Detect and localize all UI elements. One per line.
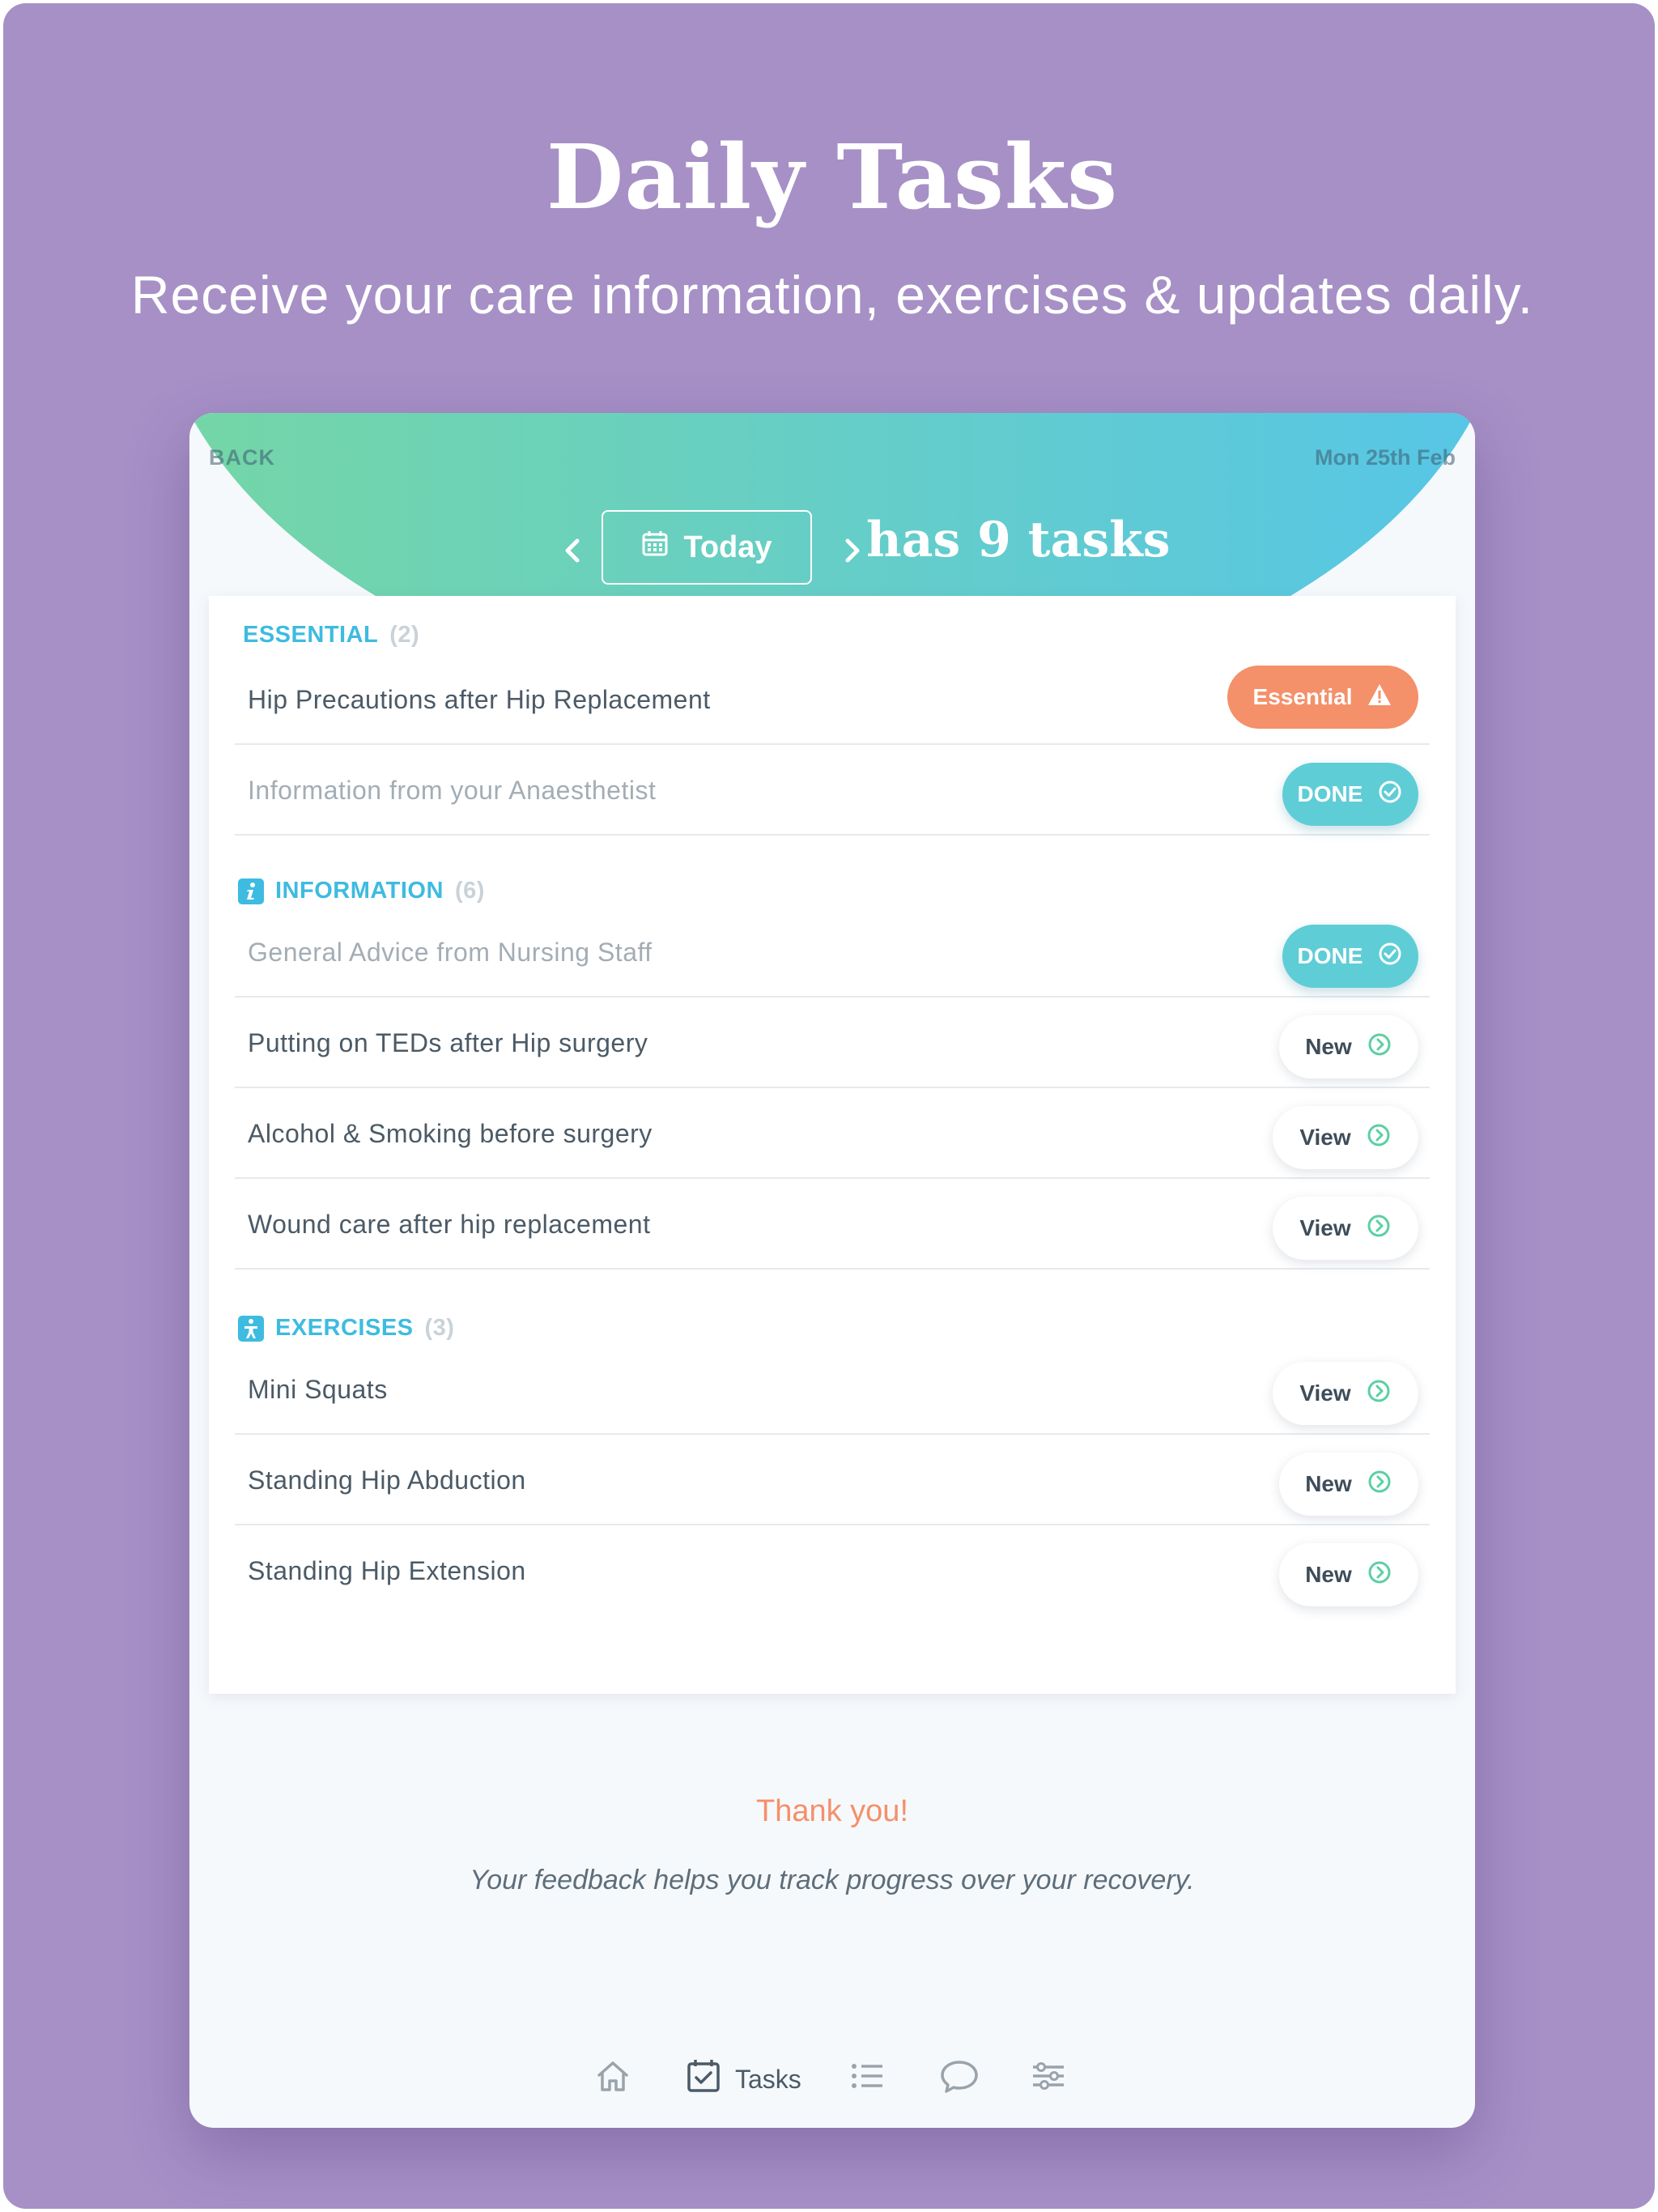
tab-list[interactable] xyxy=(848,2055,886,2104)
task-row[interactable] xyxy=(235,907,1430,998)
check-circle-icon xyxy=(1377,941,1403,972)
arrow-circle-icon xyxy=(1367,1032,1392,1063)
new-button[interactable] xyxy=(1279,1543,1418,1606)
promo-subtitle: Receive your care information, exercises & updates daily. xyxy=(130,265,1534,325)
view-button[interactable] xyxy=(1273,1106,1418,1169)
tab-settings[interactable] xyxy=(1030,2055,1067,2104)
button-label: New xyxy=(1305,1034,1352,1059)
badge-label: DONE xyxy=(1297,781,1363,806)
task-row[interactable] xyxy=(235,1435,1430,1525)
feedback-note: Your feedback helps you track progress over your recovery. xyxy=(470,1865,1195,1895)
button-label: View xyxy=(1299,1125,1351,1150)
task-title: Information from your Anaesthetist xyxy=(248,776,657,805)
task-title: Standing Hip Extension xyxy=(248,1556,526,1585)
arrow-circle-icon xyxy=(1366,1213,1392,1244)
task-row[interactable] xyxy=(235,1088,1430,1179)
section-label: EXERCISES xyxy=(275,1315,414,1341)
section-label: INFORMATION xyxy=(275,878,444,904)
sliders-icon xyxy=(1030,2057,1067,2101)
task-row[interactable] xyxy=(235,1179,1430,1270)
tab-tasks[interactable] xyxy=(685,2055,801,2104)
arrow-circle-icon xyxy=(1367,1469,1392,1500)
chevron-left-icon[interactable] xyxy=(555,526,588,575)
arrow-circle-icon xyxy=(1367,1559,1392,1591)
task-title: General Advice from Nursing Staff xyxy=(248,938,653,967)
section-label: ESSENTIAL xyxy=(243,622,379,648)
thank-you-message: Thank you! xyxy=(756,1794,908,1828)
task-row[interactable] xyxy=(235,745,1430,836)
task-title: Alcohol & Smoking before surgery xyxy=(248,1119,653,1148)
home-icon xyxy=(594,2057,631,2101)
section-count: (2) xyxy=(389,622,420,648)
new-button[interactable] xyxy=(1279,1453,1418,1516)
task-title: Mini Squats xyxy=(248,1375,388,1404)
task-row[interactable] xyxy=(235,1344,1430,1435)
task-title: Wound care after hip replacement xyxy=(248,1210,651,1239)
check-circle-icon xyxy=(1377,779,1403,810)
list-icon xyxy=(848,2057,886,2101)
button-label: New xyxy=(1305,1562,1352,1587)
task-row[interactable] xyxy=(235,1525,1430,1616)
promo-frame xyxy=(3,3,1655,2209)
done-button[interactable] xyxy=(1282,925,1418,988)
calendar-check-icon xyxy=(685,2057,722,2101)
button-label: View xyxy=(1299,1215,1351,1240)
essential-badge[interactable] xyxy=(1227,666,1418,729)
bottom-tab-bar xyxy=(189,2048,1475,2113)
today-label: Today xyxy=(683,530,772,564)
device-screen xyxy=(189,413,1475,2128)
task-list-card xyxy=(209,596,1456,1694)
view-button[interactable] xyxy=(1273,1197,1418,1260)
person-exercise-icon xyxy=(238,1316,264,1342)
today-date-picker-button[interactable] xyxy=(602,510,812,585)
back-button[interactable]: BACK xyxy=(209,445,275,470)
new-button[interactable] xyxy=(1279,1015,1418,1078)
button-label: New xyxy=(1305,1471,1352,1496)
view-button[interactable] xyxy=(1273,1362,1418,1425)
calendar-icon xyxy=(641,530,669,565)
badge-label: Essential xyxy=(1252,684,1353,709)
header-date: Mon 25th Feb xyxy=(1315,445,1456,470)
button-label: View xyxy=(1299,1380,1351,1406)
section-header-exercises xyxy=(238,1315,454,1342)
tab-label: Tasks xyxy=(735,2064,801,2094)
task-row[interactable] xyxy=(235,654,1430,745)
arrow-circle-icon xyxy=(1366,1122,1392,1154)
arrow-circle-icon xyxy=(1366,1378,1392,1410)
badge-label: DONE xyxy=(1297,943,1363,968)
tab-home[interactable] xyxy=(594,2055,631,2104)
section-count: (3) xyxy=(424,1315,455,1341)
section-header-essential xyxy=(243,622,419,649)
task-row[interactable] xyxy=(235,998,1430,1088)
chat-icon xyxy=(939,2057,980,2101)
section-count: (6) xyxy=(454,878,485,904)
promo-title: Daily Tasks xyxy=(546,125,1119,229)
task-title: Hip Precautions after Hip Replacement xyxy=(248,685,711,714)
task-count-heading: has 9 tasks xyxy=(866,512,1171,568)
task-title: Standing Hip Abduction xyxy=(248,1465,526,1495)
info-icon xyxy=(238,878,264,904)
task-title: Putting on TEDs after Hip surgery xyxy=(248,1028,648,1057)
tab-messages[interactable] xyxy=(939,2055,980,2104)
done-button[interactable] xyxy=(1282,763,1418,826)
warning-icon xyxy=(1367,683,1392,713)
header-gradient xyxy=(189,413,1475,599)
section-header-information xyxy=(238,878,485,904)
chevron-right-icon[interactable] xyxy=(837,526,869,575)
